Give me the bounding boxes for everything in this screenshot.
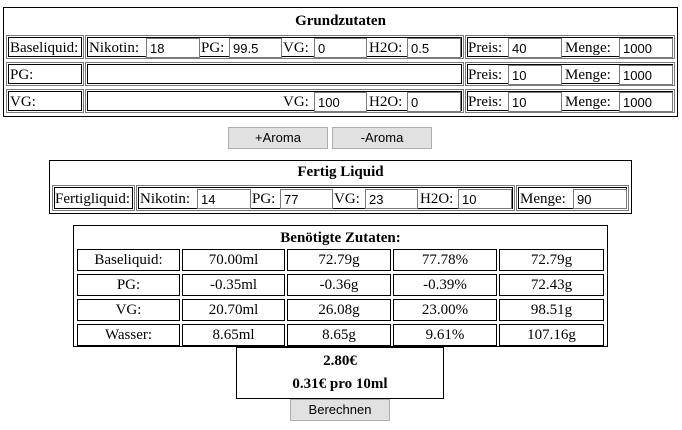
- baseliquid-preis-input[interactable]: [508, 38, 562, 58]
- vg-preis-input[interactable]: [508, 92, 562, 112]
- nikotin-label: Nikotin:: [140, 191, 191, 207]
- vg-h2o-input[interactable]: [407, 92, 461, 112]
- result-cell-weight-g: 72.79g: [287, 249, 391, 271]
- baseliquid-nikotin-input[interactable]: [146, 38, 200, 58]
- result-cell-ingredient-name: Baseliquid:: [77, 249, 180, 271]
- pg-preis-input[interactable]: [508, 65, 562, 85]
- vg-label: VG:: [283, 94, 309, 110]
- result-cell-ingredient-name: PG:: [77, 274, 180, 296]
- pg-label: PG:: [252, 191, 276, 207]
- fertig-vg-input[interactable]: [365, 189, 418, 209]
- result-cell-volume-ml: 20.70ml: [182, 299, 285, 321]
- vg-composition-cell: [85, 89, 464, 113]
- result-cell-weight-g: 8.65g: [287, 324, 391, 346]
- result-cell-cumulative-weight: 72.79g: [499, 249, 604, 271]
- baseliquid-label: Baseliquid:: [10, 40, 79, 56]
- h2o-label: H2O:: [369, 40, 403, 56]
- cost-per-10ml: 0.31€ pro 10ml: [292, 376, 388, 392]
- benoetigte-zutaten-panel: [73, 225, 608, 347]
- total-cost: 2.80€: [323, 353, 357, 369]
- baseliquid-menge-input[interactable]: [619, 38, 673, 58]
- fertig-pg-input[interactable]: [280, 189, 333, 209]
- menge-label: Menge:: [520, 191, 566, 207]
- fertig-nikotin-input[interactable]: [197, 189, 251, 209]
- vg-price-cell: [465, 89, 675, 113]
- result-cell-volume-ml: 8.65ml: [182, 324, 285, 346]
- fertig-liquid-panel: [49, 160, 632, 214]
- benoetigte-zutaten-title: Benötigte Zutaten:: [280, 230, 401, 246]
- vg-vg-input[interactable]: [314, 92, 367, 112]
- preis-label: Preis:: [468, 40, 503, 56]
- result-cell-percent: 77.78%: [393, 249, 497, 271]
- result-cell-cumulative-weight: 98.51g: [499, 299, 604, 321]
- cost-summary-box: [236, 347, 444, 399]
- fertigliquid-menge-cell: [516, 185, 629, 211]
- pg-label-cell: [6, 62, 84, 86]
- menge-label: Menge:: [565, 40, 611, 56]
- vg-label: VG:: [283, 40, 309, 56]
- grundzutaten-title: Grundzutaten: [295, 13, 386, 29]
- baseliquid-h2o-input[interactable]: [407, 38, 461, 58]
- menge-label: Menge:: [565, 94, 611, 110]
- fertig-h2o-input[interactable]: [458, 189, 512, 209]
- pg-menge-input[interactable]: [619, 65, 673, 85]
- baseliquid-vg-input[interactable]: [314, 38, 367, 58]
- fertig-menge-input[interactable]: [573, 189, 627, 209]
- vg-row-label: VG:: [10, 94, 36, 110]
- h2o-label: H2O:: [420, 191, 454, 207]
- vg-label-cell: [6, 89, 84, 113]
- preis-label: Preis:: [468, 94, 503, 110]
- result-cell-ingredient-name: Wasser:: [77, 324, 180, 346]
- result-cell-weight-g: -0.36g: [287, 274, 391, 296]
- result-cell-cumulative-weight: 107.16g: [499, 324, 604, 346]
- pg-composition-cell: [85, 62, 464, 86]
- result-cell-ingredient-name: VG:: [77, 299, 180, 321]
- result-cell-percent: 9.61%: [393, 324, 497, 346]
- baseliquid-price-cell: [465, 35, 675, 59]
- fertigliquid-composition-cell: [136, 185, 515, 211]
- baseliquid-label-cell: [6, 35, 84, 59]
- add-aroma-button[interactable]: +Aroma: [228, 127, 328, 149]
- vg-label: VG:: [334, 191, 360, 207]
- fertigliquid-label-cell: [52, 185, 135, 211]
- result-cell-weight-g: 26.08g: [287, 299, 391, 321]
- result-cell-percent: 23.00%: [393, 299, 497, 321]
- pg-price-cell: [465, 62, 675, 86]
- result-cell-percent: -0.39%: [393, 274, 497, 296]
- menge-label: Menge:: [565, 67, 611, 83]
- grundzutaten-panel: [3, 7, 678, 117]
- baseliquid-pg-input[interactable]: [229, 38, 282, 58]
- h2o-label: H2O:: [369, 94, 403, 110]
- result-cell-volume-ml: 70.00ml: [182, 249, 285, 271]
- fertigliquid-label: Fertigliquid:: [55, 191, 130, 207]
- vg-menge-input[interactable]: [619, 92, 673, 112]
- result-cell-cumulative-weight: 72.43g: [499, 274, 604, 296]
- nikotin-label: Nikotin:: [89, 40, 140, 56]
- baseliquid-composition-cell: [85, 35, 464, 59]
- berechnen-button[interactable]: Berechnen: [290, 399, 390, 421]
- pg-row-label: PG:: [10, 67, 34, 83]
- remove-aroma-button[interactable]: -Aroma: [332, 127, 432, 149]
- pg-label: PG:: [201, 40, 225, 56]
- fertig-liquid-title: Fertig Liquid: [297, 164, 384, 180]
- result-cell-volume-ml: -0.35ml: [182, 274, 285, 296]
- preis-label: Preis:: [468, 67, 503, 83]
